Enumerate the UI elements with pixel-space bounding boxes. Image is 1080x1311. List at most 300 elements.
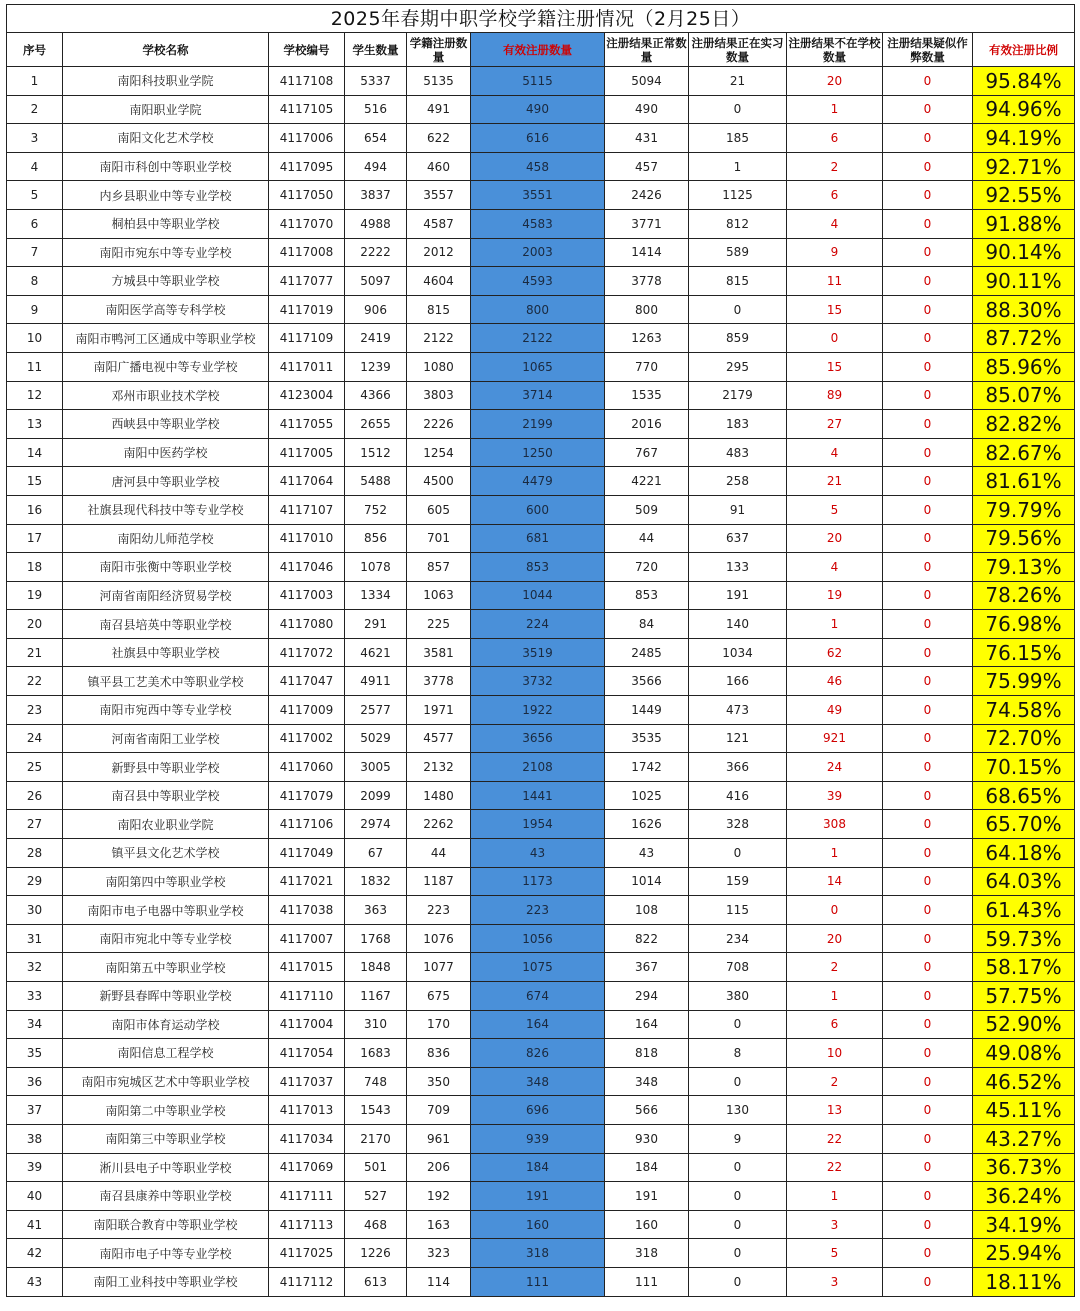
row-student-count: 2655 xyxy=(345,410,407,439)
row-normal-count: 191 xyxy=(605,1182,689,1211)
table-row xyxy=(7,610,1075,639)
row-school-code: 4117069 xyxy=(269,1153,345,1182)
header-suspected-fraud-count: 注册结果疑似作弊数量 xyxy=(883,33,973,67)
row-student-count: 1832 xyxy=(345,867,407,896)
row-normal-count: 2426 xyxy=(605,181,689,210)
header-row xyxy=(7,33,1075,67)
row-seq: 7 xyxy=(7,238,63,267)
row-normal-count: 294 xyxy=(605,982,689,1011)
row-valid-count: 348 xyxy=(471,1067,605,1096)
row-intern-count: 0 xyxy=(689,1267,787,1296)
row-normal-count: 318 xyxy=(605,1239,689,1268)
row-school-name: 南阳第五中等职业学校 xyxy=(63,953,269,982)
table-row xyxy=(7,1210,1075,1239)
row-not-in-school-count: 19 xyxy=(787,581,883,610)
row-suspected-fraud-count: 0 xyxy=(883,896,973,925)
row-student-count: 654 xyxy=(345,124,407,153)
row-suspected-fraud-count: 0 xyxy=(883,753,973,782)
row-not-in-school-count: 4 xyxy=(787,209,883,238)
row-school-code: 4117006 xyxy=(269,124,345,153)
row-school-name: 南阳市宛东中等专业学校 xyxy=(63,238,269,267)
row-seq: 20 xyxy=(7,610,63,639)
row-not-in-school-count: 308 xyxy=(787,810,883,839)
row-student-count: 613 xyxy=(345,1267,407,1296)
row-seq: 12 xyxy=(7,381,63,410)
row-school-name: 新野县春晖中等职业学校 xyxy=(63,982,269,1011)
header-normal-count: 注册结果正常数量 xyxy=(605,33,689,67)
row-school-code: 4123004 xyxy=(269,381,345,410)
table-row xyxy=(7,495,1075,524)
row-school-name: 南阳工业科技中等职业学校 xyxy=(63,1267,269,1296)
row-seq: 38 xyxy=(7,1124,63,1153)
table-body xyxy=(7,67,1075,1297)
row-seq: 19 xyxy=(7,581,63,610)
row-school-code: 4117037 xyxy=(269,1067,345,1096)
row-seq: 34 xyxy=(7,1010,63,1039)
row-intern-count: 115 xyxy=(689,896,787,925)
row-valid-ratio: 18.11% xyxy=(973,1267,1075,1296)
table-row xyxy=(7,1267,1075,1296)
row-student-count: 1239 xyxy=(345,352,407,381)
row-school-name: 南阳科技职业学院 xyxy=(63,67,269,96)
row-registered-count: 675 xyxy=(407,982,471,1011)
row-valid-count: 4583 xyxy=(471,209,605,238)
row-school-name: 镇平县工艺美术中等职业学校 xyxy=(63,667,269,696)
row-valid-ratio: 85.96% xyxy=(973,352,1075,381)
row-valid-count: 800 xyxy=(471,295,605,324)
row-student-count: 1226 xyxy=(345,1239,407,1268)
row-school-name: 南阳市宛西中等专业学校 xyxy=(63,696,269,725)
row-suspected-fraud-count: 0 xyxy=(883,810,973,839)
row-seq: 41 xyxy=(7,1210,63,1239)
row-school-code: 4117002 xyxy=(269,724,345,753)
header-school-code: 学校编号 xyxy=(269,33,345,67)
row-intern-count: 91 xyxy=(689,495,787,524)
row-intern-count: 708 xyxy=(689,953,787,982)
row-valid-ratio: 79.56% xyxy=(973,524,1075,553)
row-valid-count: 164 xyxy=(471,1010,605,1039)
row-valid-ratio: 68.65% xyxy=(973,781,1075,810)
table-row xyxy=(7,1096,1075,1125)
row-valid-count: 3551 xyxy=(471,181,605,210)
row-valid-ratio: 75.99% xyxy=(973,667,1075,696)
row-normal-count: 184 xyxy=(605,1153,689,1182)
row-intern-count: 0 xyxy=(689,295,787,324)
row-intern-count: 121 xyxy=(689,724,787,753)
row-student-count: 856 xyxy=(345,524,407,553)
row-registered-count: 815 xyxy=(407,295,471,324)
row-normal-count: 566 xyxy=(605,1096,689,1125)
row-seq: 24 xyxy=(7,724,63,753)
row-valid-ratio: 88.30% xyxy=(973,295,1075,324)
row-registered-count: 709 xyxy=(407,1096,471,1125)
row-not-in-school-count: 2 xyxy=(787,1067,883,1096)
row-normal-count: 930 xyxy=(605,1124,689,1153)
row-intern-count: 0 xyxy=(689,1182,787,1211)
row-valid-ratio: 79.13% xyxy=(973,553,1075,582)
row-valid-count: 1056 xyxy=(471,924,605,953)
sheet-title: 2025年春期中职学校学籍注册情况（2月25日） xyxy=(7,5,1075,33)
row-normal-count: 43 xyxy=(605,839,689,868)
row-intern-count: 234 xyxy=(689,924,787,953)
row-school-name: 邓州市职业技术学校 xyxy=(63,381,269,410)
row-intern-count: 191 xyxy=(689,581,787,610)
row-registered-count: 1254 xyxy=(407,438,471,467)
row-normal-count: 108 xyxy=(605,896,689,925)
table-row xyxy=(7,696,1075,725)
table-row xyxy=(7,438,1075,467)
row-not-in-school-count: 62 xyxy=(787,638,883,667)
row-school-name: 南召县培英中等职业学校 xyxy=(63,610,269,639)
row-school-code: 4117025 xyxy=(269,1239,345,1268)
row-school-code: 4117015 xyxy=(269,953,345,982)
table-row xyxy=(7,1153,1075,1182)
row-student-count: 363 xyxy=(345,896,407,925)
row-intern-count: 183 xyxy=(689,410,787,439)
row-school-name: 西峡县中等职业学校 xyxy=(63,410,269,439)
row-student-count: 468 xyxy=(345,1210,407,1239)
row-not-in-school-count: 27 xyxy=(787,410,883,439)
row-valid-count: 3519 xyxy=(471,638,605,667)
row-school-name: 南阳市鸭河工区通成中等职业学校 xyxy=(63,324,269,353)
row-registered-count: 1080 xyxy=(407,352,471,381)
row-valid-ratio: 36.73% xyxy=(973,1153,1075,1182)
row-not-in-school-count: 39 xyxy=(787,781,883,810)
row-valid-count: 2122 xyxy=(471,324,605,353)
row-normal-count: 1535 xyxy=(605,381,689,410)
row-student-count: 2170 xyxy=(345,1124,407,1153)
row-not-in-school-count: 3 xyxy=(787,1210,883,1239)
row-suspected-fraud-count: 0 xyxy=(883,553,973,582)
row-valid-count: 1441 xyxy=(471,781,605,810)
row-valid-count: 223 xyxy=(471,896,605,925)
row-suspected-fraud-count: 0 xyxy=(883,124,973,153)
row-registered-count: 3778 xyxy=(407,667,471,696)
row-seq: 30 xyxy=(7,896,63,925)
row-valid-ratio: 95.84% xyxy=(973,67,1075,96)
row-suspected-fraud-count: 0 xyxy=(883,410,973,439)
row-school-name: 南阳第二中等职业学校 xyxy=(63,1096,269,1125)
row-not-in-school-count: 20 xyxy=(787,67,883,96)
row-not-in-school-count: 2 xyxy=(787,953,883,982)
row-not-in-school-count: 24 xyxy=(787,753,883,782)
row-valid-ratio: 76.98% xyxy=(973,610,1075,639)
row-valid-ratio: 59.73% xyxy=(973,924,1075,953)
row-student-count: 501 xyxy=(345,1153,407,1182)
row-school-name: 南阳市电子电器中等职业学校 xyxy=(63,896,269,925)
row-school-code: 4117004 xyxy=(269,1010,345,1039)
row-student-count: 748 xyxy=(345,1067,407,1096)
row-valid-count: 853 xyxy=(471,553,605,582)
row-intern-count: 366 xyxy=(689,753,787,782)
row-student-count: 1078 xyxy=(345,553,407,582)
row-school-name: 南阳文化艺术学校 xyxy=(63,124,269,153)
row-seq: 15 xyxy=(7,467,63,496)
row-seq: 2 xyxy=(7,95,63,124)
row-school-code: 4117049 xyxy=(269,839,345,868)
row-student-count: 2577 xyxy=(345,696,407,725)
row-school-name: 社旗县现代科技中等专业学校 xyxy=(63,495,269,524)
row-student-count: 4911 xyxy=(345,667,407,696)
row-school-code: 4117077 xyxy=(269,267,345,296)
row-normal-count: 853 xyxy=(605,581,689,610)
row-valid-ratio: 25.94% xyxy=(973,1239,1075,1268)
row-registered-count: 170 xyxy=(407,1010,471,1039)
row-valid-ratio: 90.11% xyxy=(973,267,1075,296)
row-seq: 8 xyxy=(7,267,63,296)
row-intern-count: 9 xyxy=(689,1124,787,1153)
row-not-in-school-count: 3 xyxy=(787,1267,883,1296)
row-valid-ratio: 74.58% xyxy=(973,696,1075,725)
row-intern-count: 1125 xyxy=(689,181,787,210)
row-suspected-fraud-count: 0 xyxy=(883,1067,973,1096)
row-school-name: 社旗县中等职业学校 xyxy=(63,638,269,667)
row-intern-count: 859 xyxy=(689,324,787,353)
row-registered-count: 223 xyxy=(407,896,471,925)
row-normal-count: 3771 xyxy=(605,209,689,238)
row-normal-count: 3535 xyxy=(605,724,689,753)
row-suspected-fraud-count: 0 xyxy=(883,839,973,868)
row-school-code: 4117034 xyxy=(269,1124,345,1153)
row-valid-ratio: 64.18% xyxy=(973,839,1075,868)
row-school-name: 南阳联合教育中等职业学校 xyxy=(63,1210,269,1239)
row-normal-count: 4221 xyxy=(605,467,689,496)
row-school-name: 南阳职业学院 xyxy=(63,95,269,124)
row-not-in-school-count: 0 xyxy=(787,324,883,353)
row-valid-count: 490 xyxy=(471,95,605,124)
row-school-name: 南阳幼儿师范学校 xyxy=(63,524,269,553)
row-suspected-fraud-count: 0 xyxy=(883,581,973,610)
row-registered-count: 4577 xyxy=(407,724,471,753)
table-row xyxy=(7,410,1075,439)
row-intern-count: 1034 xyxy=(689,638,787,667)
row-normal-count: 160 xyxy=(605,1210,689,1239)
row-registered-count: 1077 xyxy=(407,953,471,982)
row-intern-count: 21 xyxy=(689,67,787,96)
row-valid-ratio: 92.71% xyxy=(973,152,1075,181)
row-school-name: 唐河县中等职业学校 xyxy=(63,467,269,496)
table-row xyxy=(7,209,1075,238)
registration-table xyxy=(6,4,1075,1297)
row-school-name: 方城县中等职业学校 xyxy=(63,267,269,296)
row-normal-count: 800 xyxy=(605,295,689,324)
row-valid-count: 2108 xyxy=(471,753,605,782)
row-valid-ratio: 85.07% xyxy=(973,381,1075,410)
row-suspected-fraud-count: 0 xyxy=(883,1096,973,1125)
row-not-in-school-count: 6 xyxy=(787,124,883,153)
row-suspected-fraud-count: 0 xyxy=(883,381,973,410)
table-row xyxy=(7,295,1075,324)
row-valid-count: 1250 xyxy=(471,438,605,467)
row-normal-count: 1414 xyxy=(605,238,689,267)
header-school-name: 学校名称 xyxy=(63,33,269,67)
row-seq: 5 xyxy=(7,181,63,210)
row-seq: 43 xyxy=(7,1267,63,1296)
table-row xyxy=(7,352,1075,381)
row-seq: 36 xyxy=(7,1067,63,1096)
row-registered-count: 622 xyxy=(407,124,471,153)
row-valid-ratio: 78.26% xyxy=(973,581,1075,610)
row-suspected-fraud-count: 0 xyxy=(883,724,973,753)
row-registered-count: 2122 xyxy=(407,324,471,353)
row-not-in-school-count: 5 xyxy=(787,1239,883,1268)
row-school-name: 南阳市电子中等专业学校 xyxy=(63,1239,269,1268)
table-row xyxy=(7,238,1075,267)
row-seq: 16 xyxy=(7,495,63,524)
row-student-count: 1543 xyxy=(345,1096,407,1125)
row-student-count: 2419 xyxy=(345,324,407,353)
row-not-in-school-count: 10 xyxy=(787,1039,883,1068)
row-intern-count: 473 xyxy=(689,696,787,725)
row-not-in-school-count: 6 xyxy=(787,181,883,210)
row-suspected-fraud-count: 0 xyxy=(883,1239,973,1268)
row-school-code: 4117013 xyxy=(269,1096,345,1125)
row-student-count: 2099 xyxy=(345,781,407,810)
row-valid-ratio: 58.17% xyxy=(973,953,1075,982)
row-valid-ratio: 79.79% xyxy=(973,495,1075,524)
row-seq: 21 xyxy=(7,638,63,667)
row-student-count: 67 xyxy=(345,839,407,868)
row-suspected-fraud-count: 0 xyxy=(883,1267,973,1296)
row-seq: 3 xyxy=(7,124,63,153)
row-school-code: 4117072 xyxy=(269,638,345,667)
row-registered-count: 350 xyxy=(407,1067,471,1096)
table-row xyxy=(7,810,1075,839)
row-student-count: 310 xyxy=(345,1010,407,1039)
row-suspected-fraud-count: 0 xyxy=(883,610,973,639)
table-row xyxy=(7,1067,1075,1096)
row-suspected-fraud-count: 0 xyxy=(883,953,973,982)
row-valid-count: 600 xyxy=(471,495,605,524)
row-valid-ratio: 36.24% xyxy=(973,1182,1075,1211)
table-row xyxy=(7,124,1075,153)
row-seq: 33 xyxy=(7,982,63,1011)
row-valid-ratio: 81.61% xyxy=(973,467,1075,496)
row-not-in-school-count: 15 xyxy=(787,352,883,381)
row-seq: 35 xyxy=(7,1039,63,1068)
row-valid-count: 2199 xyxy=(471,410,605,439)
row-intern-count: 0 xyxy=(689,1010,787,1039)
header-not-in-school-count: 注册结果不在学校数量 xyxy=(787,33,883,67)
table-row xyxy=(7,781,1075,810)
row-not-in-school-count: 15 xyxy=(787,295,883,324)
row-valid-ratio: 87.72% xyxy=(973,324,1075,353)
row-valid-count: 458 xyxy=(471,152,605,181)
row-valid-count: 318 xyxy=(471,1239,605,1268)
row-registered-count: 114 xyxy=(407,1267,471,1296)
row-valid-count: 4479 xyxy=(471,467,605,496)
row-registered-count: 491 xyxy=(407,95,471,124)
row-normal-count: 1626 xyxy=(605,810,689,839)
header-valid-count: 有效注册数量 xyxy=(471,33,605,67)
table-row xyxy=(7,896,1075,925)
row-seq: 32 xyxy=(7,953,63,982)
row-suspected-fraud-count: 0 xyxy=(883,238,973,267)
row-valid-ratio: 46.52% xyxy=(973,1067,1075,1096)
row-valid-count: 696 xyxy=(471,1096,605,1125)
row-school-name: 内乡县职业中等专业学校 xyxy=(63,181,269,210)
row-school-code: 4117105 xyxy=(269,95,345,124)
row-seq: 18 xyxy=(7,553,63,582)
row-normal-count: 767 xyxy=(605,438,689,467)
row-school-code: 4117080 xyxy=(269,610,345,639)
row-registered-count: 4587 xyxy=(407,209,471,238)
row-school-code: 4117109 xyxy=(269,324,345,353)
row-student-count: 5488 xyxy=(345,467,407,496)
row-normal-count: 164 xyxy=(605,1010,689,1039)
row-school-name: 桐柏县中等职业学校 xyxy=(63,209,269,238)
row-valid-ratio: 65.70% xyxy=(973,810,1075,839)
row-valid-count: 1044 xyxy=(471,581,605,610)
row-suspected-fraud-count: 0 xyxy=(883,152,973,181)
row-valid-ratio: 61.43% xyxy=(973,896,1075,925)
row-student-count: 527 xyxy=(345,1182,407,1211)
row-normal-count: 1025 xyxy=(605,781,689,810)
row-not-in-school-count: 4 xyxy=(787,438,883,467)
row-school-name: 南召县康养中等职业学校 xyxy=(63,1182,269,1211)
table-row xyxy=(7,867,1075,896)
row-not-in-school-count: 0 xyxy=(787,896,883,925)
row-valid-ratio: 92.55% xyxy=(973,181,1075,210)
table-row xyxy=(7,152,1075,181)
table-row xyxy=(7,839,1075,868)
row-school-code: 4117111 xyxy=(269,1182,345,1211)
row-normal-count: 490 xyxy=(605,95,689,124)
row-seq: 9 xyxy=(7,295,63,324)
row-intern-count: 483 xyxy=(689,438,787,467)
row-intern-count: 0 xyxy=(689,1067,787,1096)
row-registered-count: 3803 xyxy=(407,381,471,410)
row-valid-count: 4593 xyxy=(471,267,605,296)
row-school-code: 4117055 xyxy=(269,410,345,439)
row-normal-count: 2485 xyxy=(605,638,689,667)
row-seq: 22 xyxy=(7,667,63,696)
row-school-name: 南阳信息工程学校 xyxy=(63,1039,269,1068)
row-seq: 25 xyxy=(7,753,63,782)
table-row xyxy=(7,67,1075,96)
row-school-name: 南阳市体育运动学校 xyxy=(63,1010,269,1039)
row-valid-count: 191 xyxy=(471,1182,605,1211)
row-intern-count: 295 xyxy=(689,352,787,381)
row-suspected-fraud-count: 0 xyxy=(883,95,973,124)
row-valid-ratio: 82.82% xyxy=(973,410,1075,439)
row-valid-ratio: 64.03% xyxy=(973,867,1075,896)
row-normal-count: 44 xyxy=(605,524,689,553)
row-valid-count: 111 xyxy=(471,1267,605,1296)
table-row xyxy=(7,95,1075,124)
row-seq: 11 xyxy=(7,352,63,381)
table-row xyxy=(7,1010,1075,1039)
row-intern-count: 815 xyxy=(689,267,787,296)
row-not-in-school-count: 11 xyxy=(787,267,883,296)
row-suspected-fraud-count: 0 xyxy=(883,1124,973,1153)
row-registered-count: 605 xyxy=(407,495,471,524)
row-student-count: 2222 xyxy=(345,238,407,267)
row-intern-count: 328 xyxy=(689,810,787,839)
row-valid-ratio: 72.70% xyxy=(973,724,1075,753)
row-not-in-school-count: 89 xyxy=(787,381,883,410)
table-row xyxy=(7,753,1075,782)
row-suspected-fraud-count: 0 xyxy=(883,638,973,667)
row-normal-count: 770 xyxy=(605,352,689,381)
row-student-count: 5337 xyxy=(345,67,407,96)
row-registered-count: 206 xyxy=(407,1153,471,1182)
row-school-code: 4117064 xyxy=(269,467,345,496)
row-valid-ratio: 43.27% xyxy=(973,1124,1075,1153)
table-row xyxy=(7,581,1075,610)
row-school-name: 河南省南阳经济贸易学校 xyxy=(63,581,269,610)
row-not-in-school-count: 21 xyxy=(787,467,883,496)
